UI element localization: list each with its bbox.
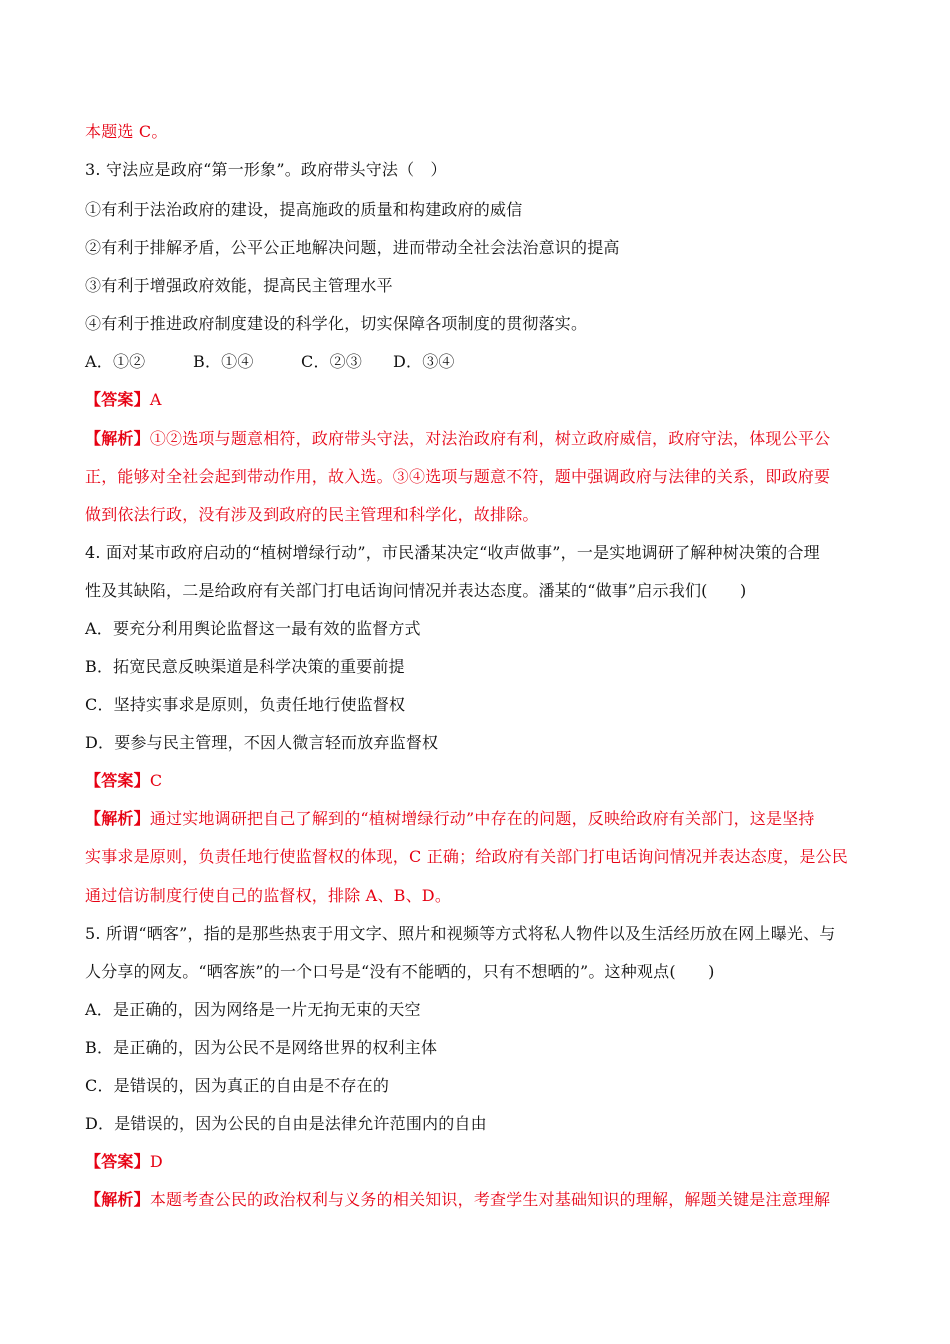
analysis-tag: 【解析】 (85, 429, 150, 448)
q4-analysis-line-2: 实事求是原则，负责任地行使监督权的体现，C 正确；给政府有关部门打电话询问情况并表达态度，是公民 (85, 847, 848, 866)
answer-value: D (149, 1152, 163, 1171)
q3-analysis-line-2: 正，能够对全社会起到带动作用，故入选。③④选项与题意不符，题中强调政府与法律的关系，即政府要 (85, 467, 831, 486)
q4-answer (85, 771, 875, 791)
q4-analysis-line-1 (85, 809, 875, 829)
q4-stem-line-2: 性及其缺陷，二是给政府有关部门打电话询问情况并表达态度。潘某的“做事”启示我们( ) (85, 581, 747, 600)
answer-tag: 【答案】 (85, 1152, 150, 1171)
answer-tag: 【答案】 (85, 390, 150, 409)
q3-item-3: ③有利于增强政府效能，提高民主管理水平 (85, 276, 393, 295)
q5-option-d: D．是错误的，因为公民的自由是法律允许范围内的自由 (85, 1114, 487, 1133)
q5-option-a: A．是正确的，因为网络是一片无拘无束的天空 (85, 1000, 421, 1019)
q3-answer (85, 390, 875, 410)
answer-value: C (149, 771, 163, 790)
answer-tag: 【答案】 (85, 771, 150, 790)
q5-answer (85, 1152, 875, 1172)
q4-option-d: D．要参与民主管理，不因人微言轻而放弃监督权 (85, 733, 439, 752)
q4-analysis-line-3: 通过信访制度行使自己的监督权，排除 A、B、D。 (85, 886, 452, 905)
q3-option-a: A．①② (85, 352, 146, 371)
analysis-text: 本题考查公民的政治权利与义务的相关知识，考查学生对基础知识的理解，解题关键是注意理解 (149, 1190, 831, 1209)
q3-item-2: ②有利于排解矛盾，公平公正地解决问题，进而带动全社会法治意识的提高 (85, 238, 620, 257)
analysis-text: ①②选项与题意相符，政府带头守法，对法治政府有利，树立政府威信，政府守法，体现公平公 (149, 429, 831, 448)
q3-option-b: B．①④ (193, 352, 254, 371)
q3-options (85, 352, 875, 372)
q5-option-b: B．是正确的，因为公民不是网络世界的权利主体 (85, 1038, 438, 1057)
q2-conclusion: 本题选 C。 (85, 122, 168, 141)
answer-value: A (149, 390, 162, 409)
q3-item-4: ④有利于推进政府制度建设的科学化，切实保障各项制度的贯彻落实。 (85, 314, 588, 333)
q5-option-c: C．是错误的，因为真正的自由是不存在的 (85, 1076, 390, 1095)
q5-stem-line-2: 人分享的网友。“晒客族”的一个口号是“没有不能晒的，只有不想晒的”。这种观点( ) (85, 962, 715, 981)
q3-stem: 3. 守法应是政府“第一形象”。政府带头守法（ ） (85, 160, 447, 179)
q5-stem-line-1: 5. 所谓“晒客”，指的是那些热衷于用文字、照片和视频等方式将私人物件以及生活经历放在网上曝光、与 (85, 924, 836, 943)
q3-analysis-line-1 (85, 429, 875, 449)
q3-item-1: ①有利于法治政府的建设，提高施政的质量和构建政府的威信 (85, 200, 523, 219)
analysis-text: 通过实地调研把自己了解到的“植树增绿行动”中存在的问题，反映给政府有关部门，这是坚持 (149, 809, 815, 828)
q3-analysis-line-3: 做到依法行政，没有涉及到政府的民主管理和科学化，故排除。 (85, 505, 539, 524)
q4-option-a: A．要充分利用舆论监督这一最有效的监督方式 (85, 619, 421, 638)
analysis-tag: 【解析】 (85, 809, 150, 828)
q4-option-c: C．坚持实事求是原则，负责任地行使监督权 (85, 695, 406, 714)
analysis-tag: 【解析】 (85, 1190, 150, 1209)
q5-analysis-line-1 (85, 1190, 875, 1210)
q3-option-d: D．③④ (393, 352, 455, 371)
q4-option-b: B．拓宽民意反映渠道是科学决策的重要前提 (85, 657, 405, 676)
q4-stem-line-1: 4. 面对某市政府启动的“植树增绿行动”，市民潘某决定“收声做事”，一是实地调研了解种树决策的合理 (85, 543, 820, 562)
q3-option-c: C．②③ (301, 352, 363, 371)
